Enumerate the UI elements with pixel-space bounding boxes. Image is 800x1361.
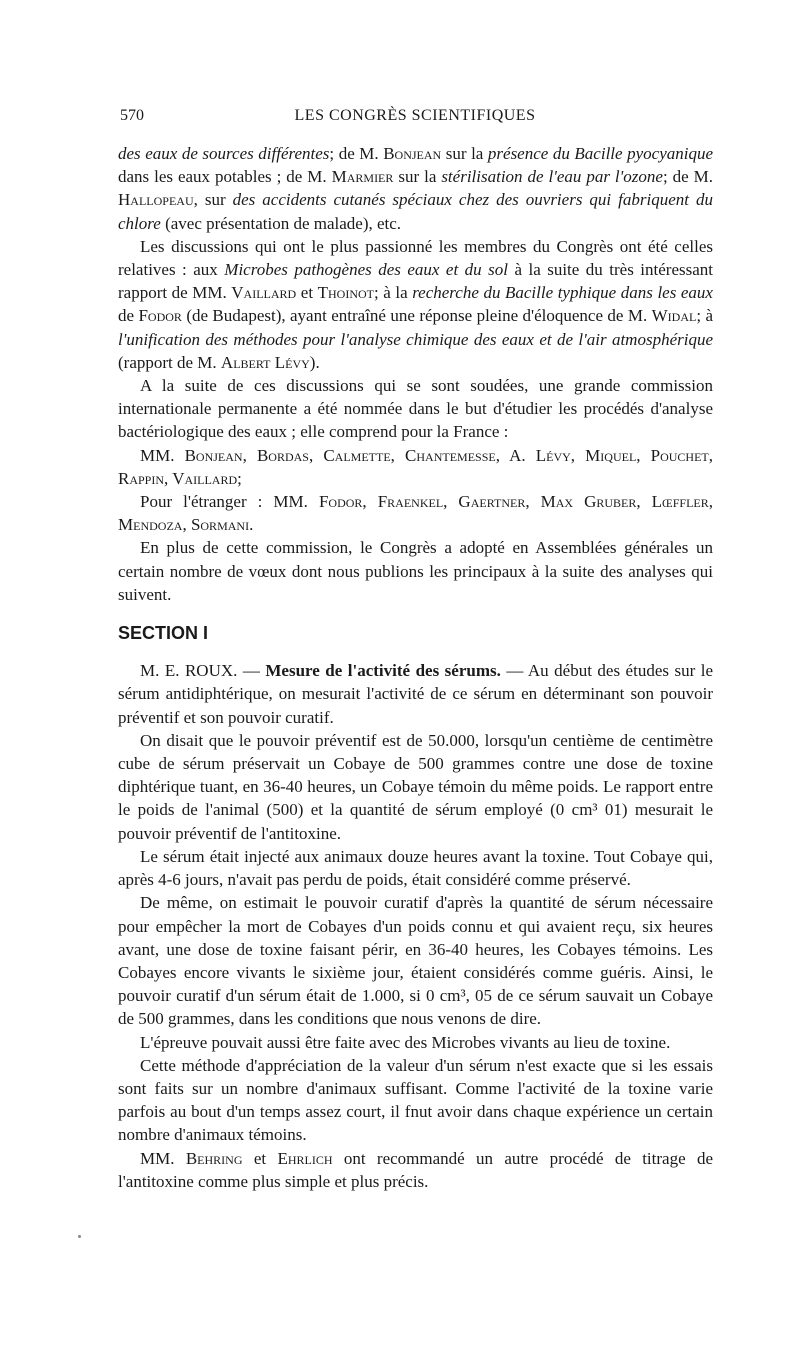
author-name: M. E. ROUX. — [140, 661, 266, 681]
italic-text: présence du Bacille pyocyanique [487, 144, 714, 163]
text: ont recommandé un autre procédé de titrage de l'antitoxine comme plus simple et plus précis. [118, 1148, 714, 1191]
scan-speck [522, 935, 524, 937]
paragraph-injection: Le sérum était injecté aux animaux douze heures avant la toxine. Tout Cobaye qui, après 4-6 jours, n'avait pas perdu de poids, était considéré comme préservé. [118, 846, 713, 890]
text: . [249, 515, 254, 535]
paragraph-commission: A la suite de ces discussions qui se sont soudées, une grande commission internationale permanente a été nommée dans le but d'étudier les procédés d'analyse bactériologique des eaux ; elle comprend pour la France : [118, 376, 713, 442]
paragraph-discussions [118, 235, 713, 374]
paragraph-preventive: On disait que le pouvoir préventif est de 50.000, lorsqu'un centième de centimètre cube de sérum préservait un Cobaye de 500 grammes contre une dose de toxine diphtérique tuant, en 36-40 heures, un Cobaye témoin du même poids. Le rapport entre le poids de l'animal (500) et la quantité de sérum employé (0 cm³ 01) mesurait le pouvoir préventif de l'antitoxine. [118, 730, 713, 843]
text: ; à [696, 306, 713, 326]
text: et [296, 283, 318, 303]
text: dans les eaux potables ; de M. [118, 167, 332, 187]
author-name: Thoinot [317, 283, 374, 303]
running-title: LES CONGRÈS SCIENTIFIQUES [294, 107, 536, 124]
paragraph-voeux: En plus de cette commission, le Congrès a adopté en Assemblées générales un certain nombre de vœux dont nous publions les principaux à la suite des analyses qui suivent. [118, 538, 713, 604]
paragraph-continued [118, 142, 713, 235]
text: et [242, 1148, 278, 1168]
member-names: Fodor, Fraenkel, Gaertner, Max Gruber, Lœffler, Mendoza, Sormani [118, 492, 713, 535]
italic-text: recherche du Bacille typhique dans les eaux [412, 283, 713, 303]
paragraph-foreign-members [118, 490, 713, 536]
text: de [118, 306, 139, 326]
text: — Au début des études sur le sérum antidiphtérique, on mesurait l'activité de ce sérum en déterminant son pouvoir préventif et son pouvoir curatif. [118, 661, 713, 727]
paragraph-method: Cette méthode d'appréciation de la valeur d'un sérum n'est exacte que si les essais sont faits sur un nombre d'animaux suffisant. Comme l'activité de la toxine varie parfois au bout d'un temps assez court, il fnut avoir dans chaque expérience un certain nombre d'animaux témoins. [118, 1055, 713, 1145]
text: Les discussions qui ont le plus passionné les membres du Congrès ont été celles relatives : aux [118, 236, 713, 280]
page-number: 570 [120, 107, 144, 124]
paragraph-live-microbes: L'épreuve pouvait aussi être faite avec des Microbes vivants au lieu de toxine. [140, 1032, 671, 1052]
italic-text: des accidents cutanés spéciaux chez des ouvriers qui fabriquent du chlore [118, 190, 713, 233]
author-name: Marmier [331, 167, 394, 187]
scan-speck [78, 1235, 81, 1238]
author-name: Fodor [138, 306, 182, 326]
text: MM. [140, 1148, 186, 1168]
author-name: Vaillard [231, 283, 297, 303]
author-name: Albert Lévy [220, 352, 310, 372]
article-title: Mesure de l'activité des sérums. [265, 661, 501, 681]
text: ; de M. [329, 144, 384, 163]
text: à la suite du très intéressant rapport de MM. [118, 260, 713, 303]
paragraph-france-members [118, 444, 713, 490]
text: ). [309, 352, 320, 372]
text: sur la [441, 144, 488, 163]
text: ; de M. [662, 167, 713, 187]
page-header [120, 107, 710, 131]
text: (avec présentation de malade), etc. [160, 213, 402, 233]
body-text [118, 142, 713, 1193]
paragraph-behring [118, 1147, 713, 1193]
italic-text: Microbes pathogènes des eaux et du sol [224, 260, 508, 280]
text: ; [237, 468, 242, 488]
paragraph-roux-title [118, 659, 713, 729]
text: Pour l'étranger : MM. [140, 492, 319, 512]
text: (rapport de M. [118, 352, 221, 372]
author-name: Widal [651, 306, 697, 326]
author-name: Bonjean [383, 144, 442, 163]
author-name: Ehrlich [277, 1148, 333, 1168]
text: (de Budapest), ayant entraîné une réponse pleine d'éloquence de M. [181, 306, 652, 326]
italic-text: stérilisation de l'eau par l'ozone [441, 167, 663, 187]
italic-text: l'unification des méthodes pour l'analyse chimique des eaux et de l'air atmosphérique [118, 329, 713, 349]
italic-text: des eaux de sources différentes [118, 144, 330, 163]
author-name: Hallopeau [118, 190, 194, 210]
text: ; à la [373, 283, 413, 303]
text: sur la [393, 167, 442, 187]
text: , sur [193, 190, 233, 210]
text: MM. [140, 445, 185, 465]
section-heading: SECTION I [118, 623, 209, 644]
author-name: Behring [185, 1148, 243, 1168]
paragraph-curative: De même, on estimait le pouvoir curatif d'après la quantité de sérum nécessaire pour empêcher la mort de Cobayes d'un poids connu et qui avaient reçu, six heures avant, une dose de toxine faisant périr, en 36-40 heures, les Cobayes témoins. Les Cobayes encore vivants le sixième jour, étaient considérés comme guéris. Ainsi, le pouvoir curatif d'un sérum était de 1.000, si 0 cm³, 05 de ce sérum sauvait un Cobaye de 500 grammes, dans les conditions que nous venons de dire. [118, 893, 713, 1029]
member-names: Bonjean, Bordas, Calmette, Chantemesse, A. Lévy, Miquel, Pouchet, Rappin, Vaillard [118, 445, 713, 488]
